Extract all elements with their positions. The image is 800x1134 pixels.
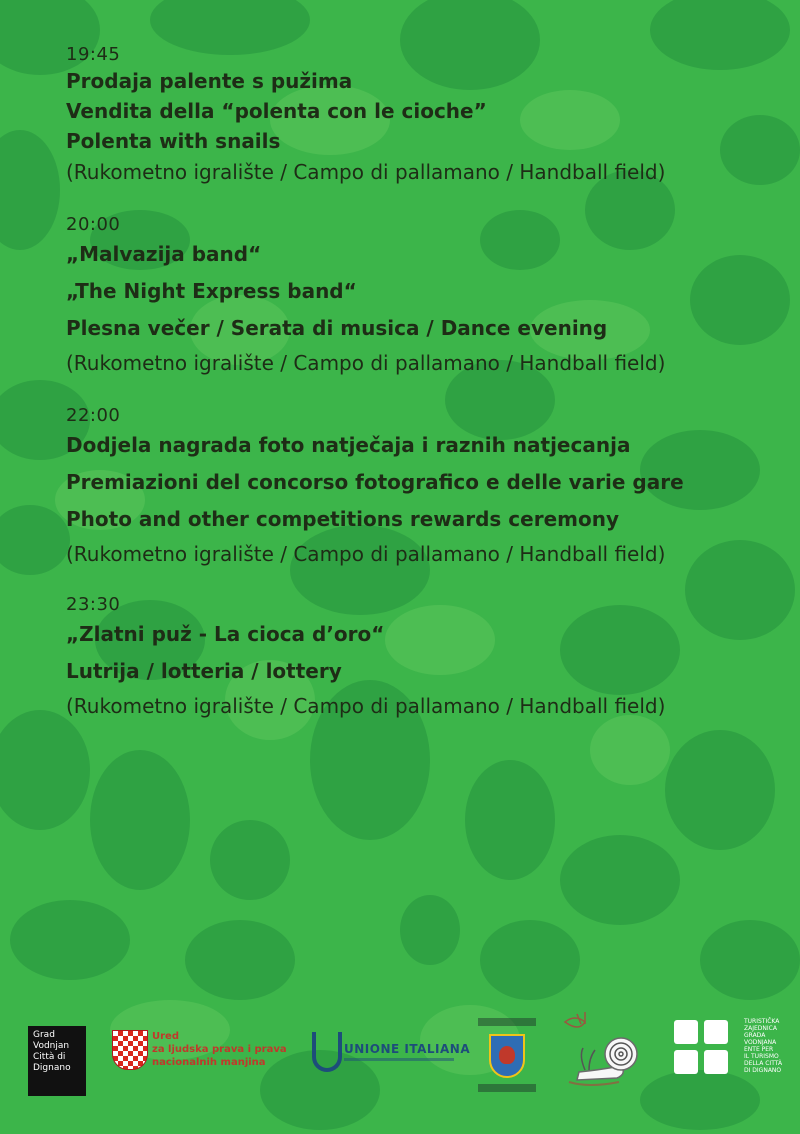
event-time: 23:30 bbox=[66, 594, 121, 615]
logo-caption-line bbox=[478, 1084, 536, 1092]
event-title: Premiazioni del concorso fotografico e delle varie gare bbox=[66, 470, 684, 494]
logo-text: VODNJANA bbox=[744, 1039, 777, 1046]
event-time: 20:00 bbox=[66, 214, 121, 235]
event-22-00 bbox=[66, 405, 766, 570]
logo-text: za ljudska prava i prava bbox=[152, 1044, 287, 1055]
grad-vodnjan-logo bbox=[28, 1026, 86, 1096]
logo-text: Dignano bbox=[33, 1063, 71, 1073]
event-location: (Rukometno igralište / Campo di pallamano / Handball field) bbox=[66, 351, 666, 375]
shield-rooster-icon bbox=[489, 1034, 525, 1078]
event-title: Photo and other competitions rewards ceremony bbox=[66, 507, 619, 531]
event-title: Vendita della “polenta con le cioche” bbox=[66, 99, 487, 123]
logo-text: Città di bbox=[33, 1052, 66, 1062]
event-program bbox=[66, 44, 766, 722]
logo-text: DI DIGNANO bbox=[744, 1067, 782, 1074]
event-location: (Rukometno igralište / Campo di pallamano / Handball field) bbox=[66, 160, 666, 184]
snail-festival-logo bbox=[555, 1010, 645, 1090]
logo-text: GRADA bbox=[744, 1032, 766, 1039]
event-title: „Malvazija band“ bbox=[66, 242, 262, 266]
croatian-coat-of-arms-icon bbox=[112, 1030, 148, 1070]
logo-text: TURISTIČKA bbox=[744, 1018, 780, 1025]
logo-text: Grad bbox=[33, 1030, 55, 1040]
logo-subtitle-line bbox=[344, 1058, 454, 1061]
cross-squares-icon bbox=[672, 1018, 730, 1076]
event-title: Prodaja palente s pužima bbox=[66, 69, 353, 93]
event-location: (Rukometno igralište / Campo di pallamano / Handball field) bbox=[66, 542, 666, 566]
event-location: (Rukometno igralište / Campo di pallamano / Handball field) bbox=[66, 694, 666, 718]
logo-text: UNIONE ITALIANA bbox=[344, 1042, 471, 1056]
comunita-italiani-logo bbox=[478, 1018, 536, 1108]
event-title: Polenta with snails bbox=[66, 129, 281, 153]
event-title: Dodjela nagrada foto natječaja i raznih natjecanja bbox=[66, 433, 631, 457]
sponsor-logos bbox=[0, 1010, 800, 1110]
logo-text: Vodnjan bbox=[33, 1041, 70, 1051]
event-title: Lutrija / lotteria / lottery bbox=[66, 659, 342, 683]
logo-text: nacionalnih manjina bbox=[152, 1057, 266, 1068]
turisticka-zajednica-logo bbox=[672, 1018, 782, 1088]
logo-text: ENTE PER bbox=[744, 1046, 774, 1053]
logo-text: ZAJEDNICA bbox=[744, 1025, 777, 1032]
logo-text: Ured bbox=[152, 1031, 179, 1042]
unione-italiana-logo bbox=[312, 1030, 471, 1080]
event-title: Plesna večer / Serata di musica / Dance evening bbox=[66, 316, 608, 340]
unione-italiana-u-icon bbox=[312, 1032, 342, 1072]
logo-text: DELLA CITTÀ bbox=[744, 1060, 783, 1067]
event-title: „Zlatni puž - La cioca d’oro“ bbox=[66, 622, 385, 646]
event-time: 22:00 bbox=[66, 405, 121, 426]
logo-caption-line bbox=[478, 1018, 536, 1026]
event-20-00 bbox=[66, 214, 766, 379]
event-title: „The Night Express band“ bbox=[66, 279, 357, 303]
logo-text: IL TURISMO bbox=[744, 1053, 779, 1060]
event-23-30 bbox=[66, 594, 766, 722]
ured-ljudska-prava-logo bbox=[112, 1026, 287, 1086]
event-time: 19:45 bbox=[66, 44, 121, 65]
event-19-45 bbox=[66, 44, 766, 188]
